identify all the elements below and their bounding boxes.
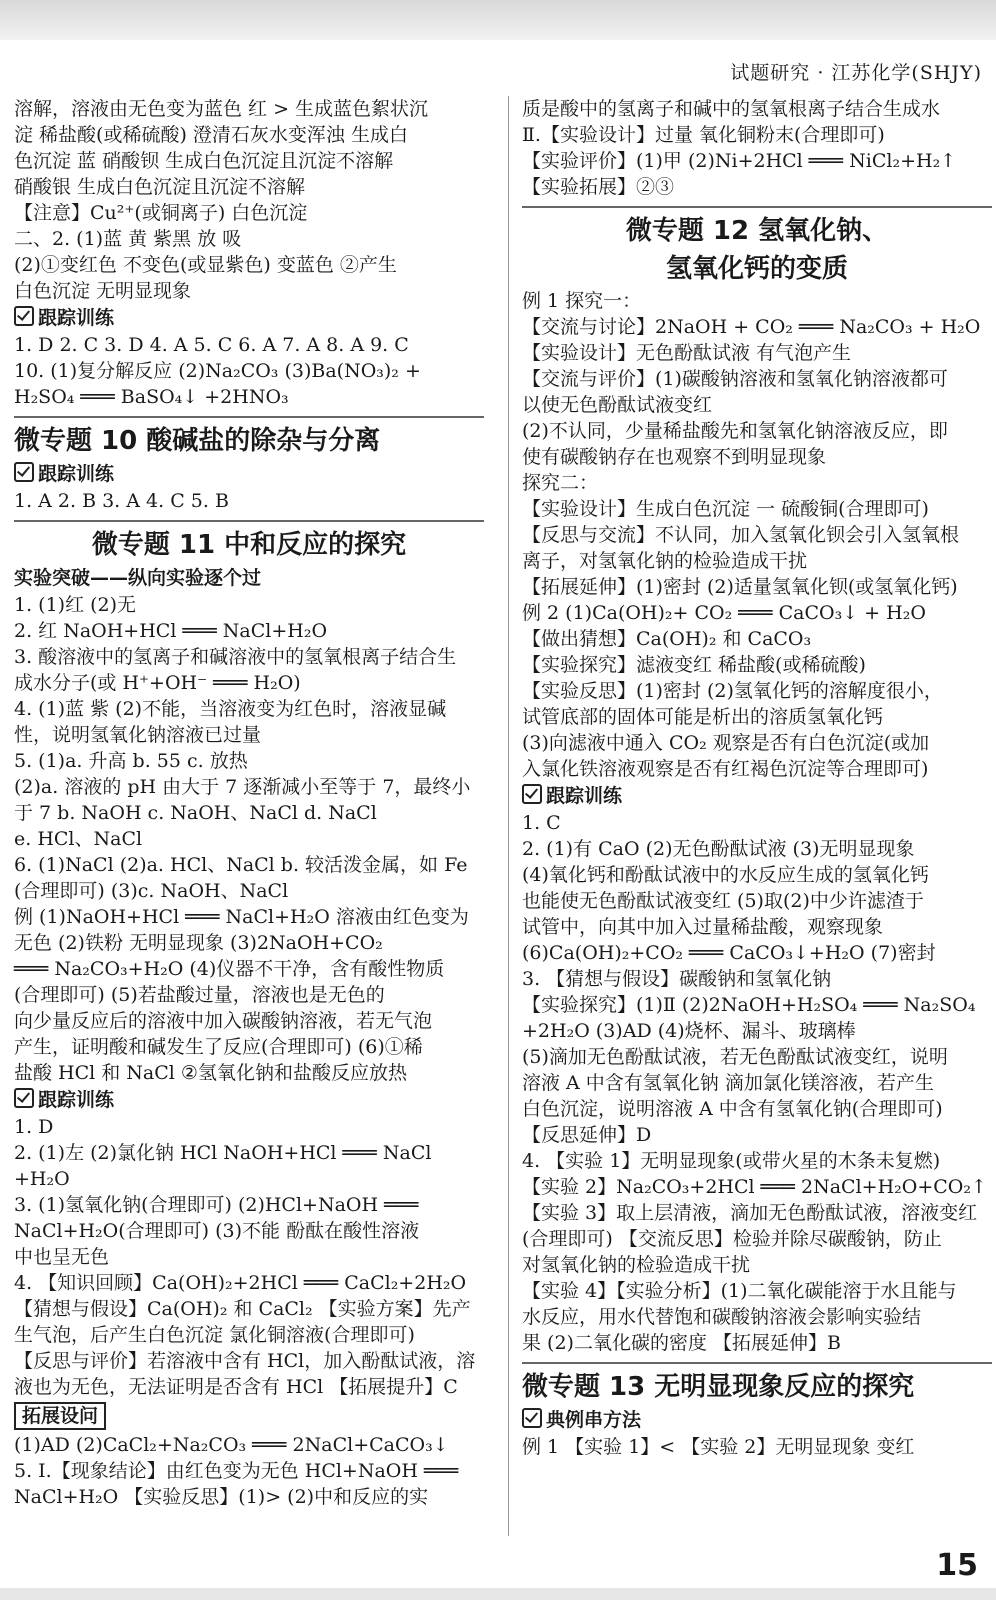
checkbox-icon <box>522 784 542 804</box>
answer-line: H₂SO₄ ═══ BaSO₄↓ +2HNO₃ <box>14 386 289 408</box>
answer-line: 例 1 探究一： <box>522 290 642 312</box>
answer-line: 1. C <box>522 812 561 834</box>
answer-line: 2. 红 NaOH+HCl ═══ NaCl+H₂O <box>14 620 328 642</box>
checkbox-icon <box>14 462 34 482</box>
answer-line: 【拓展延伸】(1)密封 (2)适量氢氧化钡(或氢氧化钙) <box>522 576 958 598</box>
boxed-label-row <box>14 1400 484 1432</box>
answer-line: ═══ Na₂CO₃+H₂O (4)仪器不干净，含有酸性物质 <box>14 958 445 980</box>
answer-line: 白色沉淀，说明溶液 A 中含有氢氧化钠(合理即可) <box>522 1098 943 1120</box>
answer-line: 也能使无色酚酞试液变红 (5)取(2)中少许滤渣于 <box>522 890 924 912</box>
answer-line: 1. D <box>14 1116 54 1138</box>
answer-line: 中也呈无色 <box>14 1246 110 1268</box>
answer-line: 2. (1)左 (2)氯化钠 HCl NaOH+HCl ═══ NaCl <box>14 1142 432 1164</box>
answer-line: 2. (1)有 CaO (2)无色酚酞试液 (3)无明显现象 <box>522 838 915 860</box>
bottom-border-band <box>0 1588 996 1600</box>
answer-line: 色沉淀 蓝 硝酸钡 生成白色沉淀且沉淀不溶解 <box>14 150 394 172</box>
answer-line: 6. (1)NaCl (2)a. HCl、NaCl b. 较活泼金属，如 Fe <box>14 854 468 876</box>
answer-line: (4)氧化钙和酚酞试液中的水反应生成的氢氧化钙 <box>522 864 929 886</box>
subheading-text: 跟踪训练 <box>38 307 115 329</box>
answer-line: 【实验 4】【实验分析】(1)二氧化碳能溶于水且能与 <box>522 1280 957 1302</box>
answer-line: 【反思与交流】不认同，加入氢氧化钡会引入氢氧根 <box>522 524 960 546</box>
subheading-text: 跟踪训练 <box>38 463 115 485</box>
answer-line: 淀 稀盐酸(或稀硫酸) 澄清石灰水变浑浊 生成白 <box>14 124 408 146</box>
answer-line: 【反思延伸】D <box>522 1124 652 1146</box>
top-border-band <box>0 0 996 40</box>
answer-line: NaCl+H₂O(合理即可) (3)不能 酚酞在酸性溶液 <box>14 1220 420 1242</box>
answer-line: 【实验设计】生成白色沉淀 一 硫酸铜(合理即可) <box>522 498 929 520</box>
answer-line: 于 7 b. NaOH c. NaOH、NaCl d. NaCl <box>14 802 377 824</box>
answer-line: 4. 【知识回顾】Ca(OH)₂+2HCl ═══ CaCl₂+2H₂O <box>14 1272 467 1294</box>
subheading-text: 跟踪训练 <box>546 785 623 807</box>
answer-line: 对氢氧化钠的检验造成干扰 <box>522 1254 751 1276</box>
answer-line: 【实验评价】(1)甲 (2)Ni+2HCl ═══ NiCl₂+H₂↑ <box>522 150 957 172</box>
answer-line: Ⅱ.【实验设计】过量 氧化铜粉末(合理即可) <box>522 124 885 146</box>
answer-line: 【反思与评价】若溶液中含有 HCl，加入酚酞试液，溶 <box>14 1350 476 1372</box>
answer-line: 离子，对氢氧化钠的检验造成干扰 <box>522 550 808 572</box>
answer-line: (5)滴加无色酚酞试液，若无色酚酞试液变红，说明 <box>522 1046 948 1068</box>
answer-line: 盐酸 HCl 和 NaCl ②氢氧化钠和盐酸反应放热 <box>14 1062 407 1084</box>
section-subheading <box>522 782 992 810</box>
answer-line: (2)不认同，少量稀盐酸先和氢氧化钠溶液反应，即 <box>522 420 948 442</box>
left-column <box>14 96 484 1510</box>
answer-line: 向少量反应后的溶液中加入碳酸钠溶液，若无气泡 <box>14 1010 433 1032</box>
answer-line: (合理即可) (5)若盐酸过量，溶液也是无色的 <box>14 984 385 1006</box>
answer-line: 【实验反思】(1)密封 (2)氢氧化钙的溶解度很小， <box>522 680 943 702</box>
answer-line: (合理即可) (3)c. NaOH、NaCl <box>14 880 289 902</box>
answer-line: 例 (1)NaOH+HCl ═══ NaCl+H₂O 溶液由红色变为 <box>14 906 469 928</box>
right-column <box>522 96 992 1460</box>
answer-line: 例 2 (1)Ca(OH)₂+ CO₂ ═══ CaCO₃↓ + H₂O <box>522 602 926 624</box>
answer-line: 水反应，用水代替饱和碳酸钠溶液会影响实验结 <box>522 1306 922 1328</box>
answer-line: 4. (1)蓝 紫 (2)不能，当溶液变为红色时，溶液显碱 <box>14 698 447 720</box>
answer-line: 3. 【猜想与假设】碳酸钠和氢氧化钠 <box>522 968 832 990</box>
answer-line: (3)向滤液中通入 CO₂ 观察是否有白色沉淀(或加 <box>522 732 930 754</box>
answer-line: (1)AD (2)CaCl₂+Na₂CO₃ ═══ 2NaCl+CaCO₃↓ <box>14 1434 449 1456</box>
answer-line: 溶液 A 中含有氢氧化钠 滴加氯化镁溶液，若产生 <box>522 1072 934 1094</box>
answer-line: 【实验探究】滤液变红 稀盐酸(或稀硫酸) <box>522 654 866 676</box>
answer-line: 3. (1)氢氧化钠(合理即可) (2)HCl+NaOH ═══ <box>14 1194 419 1216</box>
answer-line: 1. A 2. B 3. A 4. C 5. B <box>14 490 229 512</box>
answer-line: 【实验探究】(1)Ⅱ (2)2NaOH+H₂SO₄ ═══ Na₂SO₄ <box>522 994 976 1016</box>
answer-line: 【注意】Cu²⁺(或铜离子) 白色沉淀 <box>14 202 308 224</box>
section-subheading <box>522 1406 992 1434</box>
answer-line: +2H₂O (3)AD (4)烧杯、漏斗、玻璃棒 <box>522 1020 856 1042</box>
section-title: 微专题 12 氢氧化钠、 <box>522 206 992 250</box>
checkbox-icon <box>14 306 34 326</box>
answer-line: 【交流与评价】(1)碳酸钠溶液和氢氧化钠溶液都可 <box>522 368 948 390</box>
section-subheading <box>14 1086 484 1114</box>
answer-line: (6)Ca(OH)₂+CO₂ ═══ CaCO₃↓+H₂O (7)密封 <box>522 942 936 964</box>
answer-line: 生气泡，后产生白色沉淀 氯化铜溶液(合理即可) <box>14 1324 415 1346</box>
column-divider <box>508 96 509 1536</box>
answer-line: (2)①变红色 不变色(或显紫色) 变蓝色 ②产生 <box>14 254 397 276</box>
answer-line: 二、2. (1)蓝 黄 紫黑 放 吸 <box>14 228 242 250</box>
answer-line: 1. (1)红 (2)无 <box>14 594 137 616</box>
page-number: 15 <box>936 1548 978 1583</box>
answer-line: 【实验拓展】②③ <box>522 176 675 198</box>
section-subheading <box>14 304 484 332</box>
answer-line: 3. 酸溶液中的氢离子和碱溶液中的氢氧根离子结合生 <box>14 646 457 668</box>
answer-line: 【实验 2】Na₂CO₃+2HCl ═══ 2NaCl+H₂O+CO₂↑ <box>522 1176 987 1198</box>
page-header: 试题研究 · 江苏化学(SHJY) <box>730 62 982 84</box>
answer-line: 成水分子(或 H⁺+OH⁻ ═══ H₂O) <box>14 672 301 694</box>
answer-line: 无色 (2)铁粉 无明显现象 (3)2NaOH+CO₂ <box>14 932 383 954</box>
answer-line: 产生，证明酸和碱发生了反应(合理即可) (6)①稀 <box>14 1036 423 1058</box>
answer-line: 例 1 【实验 1】< 【实验 2】无明显现象 变红 <box>522 1436 915 1458</box>
answer-line: 5. Ⅰ.【现象结论】由红色变为无色 HCl+NaOH ═══ <box>14 1460 459 1482</box>
answer-line: 硝酸银 生成白色沉淀且沉淀不溶解 <box>14 176 306 198</box>
answer-line: (合理即可) 【交流反思】检验并除尽碳酸钠，防止 <box>522 1228 942 1250</box>
answer-line: 【实验设计】无色酚酞试液 有气泡产生 <box>522 342 852 364</box>
answer-line: 【实验 3】取上层清液，滴加无色酚酞试液，溶液变红 <box>522 1202 978 1224</box>
answer-line: 【做出猜想】Ca(OH)₂ 和 CaCO₃ <box>522 628 812 650</box>
section-title-continued: 氢氧化钙的变质 <box>665 254 848 284</box>
subheading-text: 典例串方法 <box>546 1409 642 1431</box>
answer-line: 试管底部的固体可能是析出的溶质氢氧化钙 <box>522 706 884 728</box>
checkbox-icon <box>14 1088 34 1108</box>
answer-line: 果 (2)二氧化碳的密度 【拓展延伸】B <box>522 1332 841 1354</box>
answer-line: 【猜想与假设】Ca(OH)₂ 和 CaCl₂ 【实验方案】先产 <box>14 1298 471 1320</box>
answer-line: NaCl+H₂O 【实验反思】(1)> (2)中和反应的实 <box>14 1486 429 1508</box>
answer-line: 液也为无色，无法证明是否含有 HCl 【拓展提升】C <box>14 1376 458 1398</box>
checkbox-icon <box>522 1408 542 1428</box>
answer-line: 以使无色酚酞试液变红 <box>522 394 713 416</box>
answer-line: 1. D 2. C 3. D 4. A 5. C 6. A 7. A 8. A 9. C <box>14 334 409 356</box>
answer-line: 4. 【实验 1】无明显现象(或带火星的木条未复燃) <box>522 1150 941 1172</box>
answer-line: 溶解，溶液由无色变为蓝色 红 > 生成蓝色絮状沉 <box>14 98 429 120</box>
answer-line: e. HCl、NaCl <box>14 828 143 850</box>
answer-line: 使有碳酸钠存在也观察不到明显现象 <box>522 446 827 468</box>
answer-line: 白色沉淀 无明显现象 <box>14 280 192 302</box>
answer-line: 性，说明氢氧化钠溶液已过量 <box>14 724 262 746</box>
answer-line: 10. (1)复分解反应 (2)Na₂CO₃ (3)Ba(NO₃)₂ + <box>14 360 421 382</box>
section-title: 微专题 11 中和反应的探究 <box>14 520 484 564</box>
section-title: 微专题 13 无明显现象反应的探究 <box>522 1362 992 1406</box>
section-title: 微专题 10 酸碱盐的除杂与分离 <box>14 416 484 460</box>
answer-line: 5. (1)a. 升高 b. 55 c. 放热 <box>14 750 248 772</box>
section-subheading <box>14 460 484 488</box>
answer-line: 试管中，向其中加入过量稀盐酸，观察现象 <box>522 916 884 938</box>
answer-line: (2)a. 溶液的 pH 由大于 7 逐渐减小至等于 7，最终小 <box>14 776 471 798</box>
answer-line: 【交流与讨论】2NaOH + CO₂ ═══ Na₂CO₃ + H₂O <box>522 316 981 338</box>
subheading-text: 跟踪训练 <box>38 1089 115 1111</box>
section-subtitle: 实验突破——纵向实验逐个过 <box>14 567 262 589</box>
answer-line: 入氯化铁溶液观察是否有红褐色沉淀等合理即可) <box>522 758 929 780</box>
answer-line: 探究二： <box>522 472 599 494</box>
answer-line: +H₂O <box>14 1168 70 1190</box>
answer-line: 质是酸中的氢离子和碱中的氢氧根离子结合生成水 <box>522 98 941 120</box>
boxed-label: 拓展设问 <box>14 1402 106 1430</box>
